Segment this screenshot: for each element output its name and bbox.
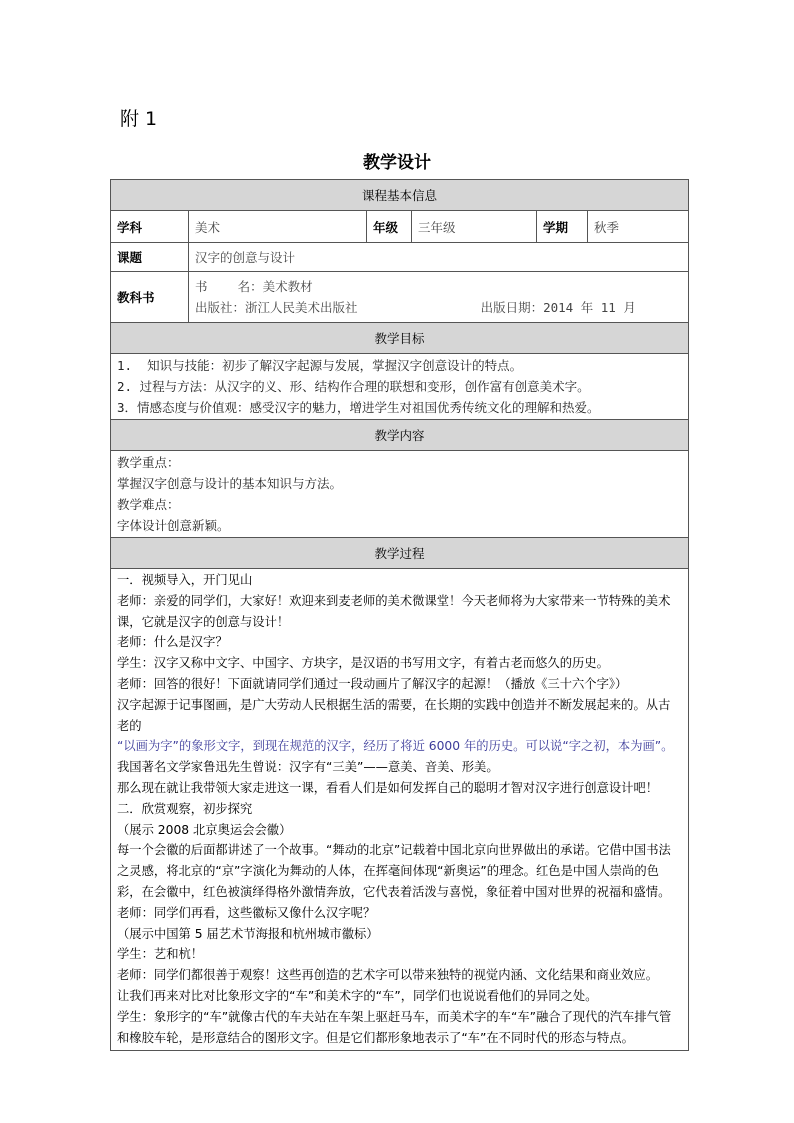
process-paragraph: 我国著名文学家鲁迅先生曾说：汉字有“三美”——意美、音美、形美。 [117, 760, 499, 775]
book-name: 书 名：美术教材 [195, 279, 313, 294]
document-title: 教学设计 [363, 153, 431, 173]
process-paragraph: 汉字起源于记事图画，是广大劳动人民根据生活的需要，在长期的实践中创造并不断发展起来的。从古老的 [117, 697, 671, 733]
process-paragraph: 学生：艺和杭！ [117, 947, 204, 962]
grade-label: 年级 [367, 211, 412, 243]
process-paragraph: 每一个会徽的后面都讲述了一个故事。“舞动的北京”记载着中国北京向世界做出的承诺。它借中国书法之灵感，将北京的“京”字演化为舞动的人体，在挥毫间体现“新奥运”的理念。红色是中国人崇尚的色彩，在会徽中，红色被演绎得格外激情奔放，它代表着活泼与喜悦，象征着中国对世界的祝福和盛情。 [117, 843, 671, 899]
textbook-info [189, 272, 689, 323]
process-paragraph: 老师：同学们再看，这些徽标又像什么汉字呢？ [117, 905, 376, 920]
process-paragraph: 学生：汉字又称中文字、中国字、方块字，是汉语的书写用文字，有着古老而悠久的历史。 [117, 656, 609, 671]
content-line: 掌握汉字创意与设计的基本知识与方法。 [117, 476, 343, 491]
subject-label: 学科 [111, 211, 189, 243]
process-paragraph: 二．欣赏观察，初步探究 [117, 801, 253, 816]
process-paragraph: （展示中国第 5 届艺术节海报和杭州城市徽标） [117, 926, 379, 941]
content-header: 教学内容 [111, 420, 689, 451]
content-line: 教学难点： [117, 497, 180, 512]
process-body [111, 569, 689, 1051]
process-paragraph: “以画为字”的象形文字，到现在规范的汉字，经历了将近 6000 年的历史。可以说“字之初，本为画”。 [117, 739, 674, 754]
term-value: 秋季 [588, 211, 689, 243]
objectives-header: 教学目标 [111, 323, 689, 354]
process-paragraph: 老师：同学们都很善于观察！这些再创造的艺术字可以带来独特的视觉内涵、文化结果和商业效应。 [117, 968, 659, 983]
grade-value: 三年级 [412, 211, 537, 243]
publisher: 出版社：浙江人民美术出版社 [195, 300, 358, 315]
process-paragraph: （展示 2008 北京奥运会会徽） [117, 822, 292, 837]
basic-info-header: 课程基本信息 [111, 180, 689, 211]
content-line: 字体设计创意新颖。 [117, 518, 230, 533]
process-paragraph: 让我们再来对比对比象形文字的“车”和美术字的“车”，同学们也说说看他们的异同之处。 [117, 988, 598, 1003]
topic-value: 汉字的创意与设计 [189, 243, 689, 272]
process-paragraph: 学生：象形字的“车”就像古代的车夫站在车架上驱赶马车，而美术字的车“车”融合了现代的汽车排气管和橡胶车轮，是形意结合的图形文字。但是它们都形象地表示了“车”在不同时代的形态与特点。 [117, 1009, 672, 1045]
objective-item: 3．情感态度与价值观：感受汉字的魅力，增进学生对祖国优秀传统文化的理解和热爱。 [117, 400, 600, 415]
process-paragraph: 那么现在就让我带领大家走进这一课，看看人们是如何发挥自己的聪明才智对汉字进行创意设计吧！ [117, 780, 659, 795]
process-paragraph: 老师：什么是汉字？ [117, 635, 228, 650]
term-label: 学期 [537, 211, 588, 243]
process-paragraph: 老师：亲爱的同学们，大家好！欢迎来到麦老师的美术微课堂！今天老师将为大家带来一节特殊的美术课，它就是汉字的创意与设计！ [117, 593, 671, 629]
process-paragraph: 一．视频导入，开门见山 [117, 573, 253, 587]
appendix-label: 附 1 [120, 108, 158, 130]
subject-value: 美术 [189, 211, 367, 243]
content-list [111, 451, 689, 538]
textbook-label: 教科书 [111, 272, 189, 323]
objectives-list [111, 354, 689, 420]
topic-label: 课题 [111, 243, 189, 272]
publisher-row [195, 297, 682, 318]
process-paragraph: 老师：回答的很好！下面就请同学们通过一段动画片了解汉字的起源！（播放《三十六个字》） [117, 676, 628, 691]
process-header: 教学过程 [111, 538, 689, 569]
content-line: 教学重点： [117, 455, 180, 470]
objective-item: 2. 过程与方法：从汉字的义、形、结构作合理的联想和变形，创作富有创意美术字。 [117, 379, 590, 394]
objective-item: 1. 知识与技能：初步了解汉字起源与发展，掌握汉字创意设计的特点。 [117, 358, 523, 373]
lesson-plan-table [110, 179, 689, 1051]
publish-date-label: 出版日期： [480, 300, 544, 315]
publish-date-value: 2014 年 11 月 [543, 300, 636, 315]
